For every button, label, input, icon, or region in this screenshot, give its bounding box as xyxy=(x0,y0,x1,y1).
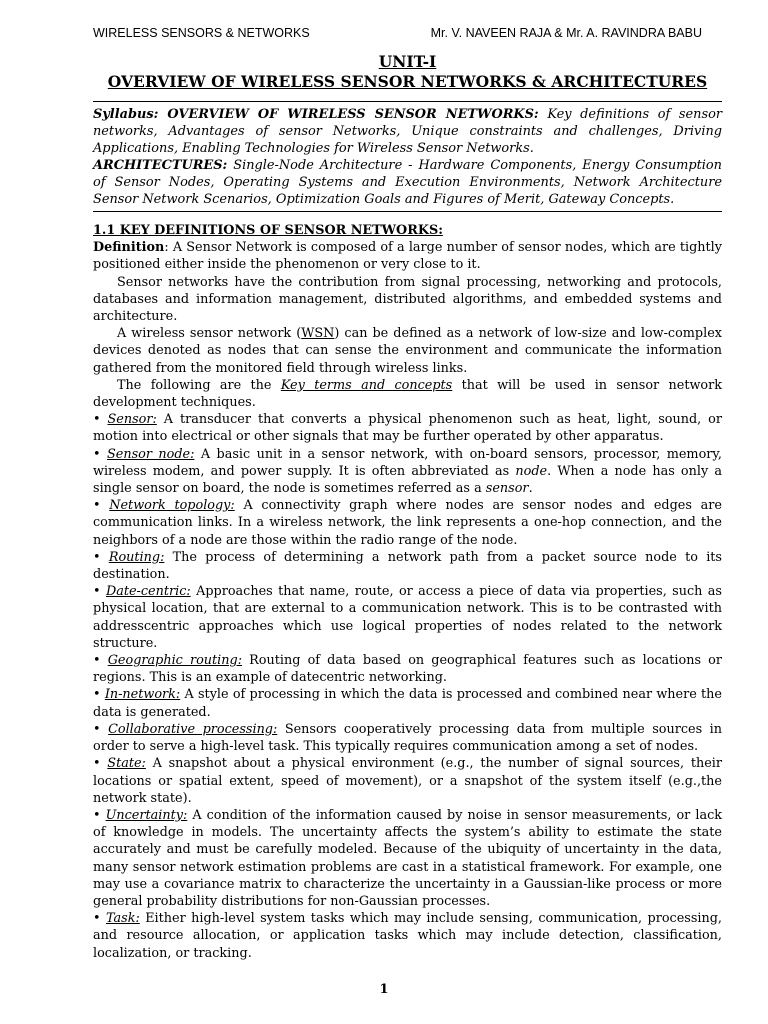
term-definition-end: . xyxy=(528,481,533,497)
term-list xyxy=(93,411,722,962)
syllabus-label: Syllabus: OVERVIEW OF WIRELESS SENSOR NETWORKS: xyxy=(93,107,539,122)
term-definition: Routing of data based on geographical features such as locations or regions. This is an example of datecentric networking. xyxy=(93,653,722,686)
bullet-icon: • xyxy=(93,687,105,703)
bullet-icon: • xyxy=(93,549,109,565)
term-definition: A condition of the information caused by noise in sensor measurements, or lack of knowledge in models. The uncertainty affects the system’s ability to estimate the state accurately and must be carefully modeled. Because of the ubiquity of uncertainty in the data, many sensor network estimation problems are cast in a statistical framework. For example, one may use a covariance matrix to characterize the uncertainty in a Gaussian-like process or more general probability distributions for non-Gaussian processes. xyxy=(93,807,722,909)
term-item xyxy=(93,721,722,755)
key-terms-phrase: Key terms and concepts xyxy=(280,377,453,393)
term-item xyxy=(93,583,722,652)
body-text xyxy=(93,222,722,962)
term-italic: sensor xyxy=(485,481,529,497)
authors: Mr. V. NAVEEN RAJA & Mr. A. RAVINDRA BABU xyxy=(430,26,702,40)
bullet-icon: • xyxy=(93,911,106,927)
term-name: Sensor: xyxy=(107,412,157,428)
unit-label: UNIT-I xyxy=(378,52,437,71)
unit-title xyxy=(93,52,722,92)
bullet-icon: • xyxy=(93,756,108,772)
term-name: Uncertainty: xyxy=(105,807,188,823)
paragraph-key-terms: The following are the Key terms and concepts that will be used in sensor network development techniques. xyxy=(93,377,722,411)
term-definition: A snapshot about a physical environment (e.g., the number of signal sources, their locations or spatial extent, speed of movement), or a snapshot of the system itself (e.g.,the network state). xyxy=(93,756,722,806)
paragraph-wsn: A wireless sensor network (WSN) can be defined as a network of low-size and low-complex devices denoted as nodes that can sense the environment and communicate the information gathered from the monitored field through wireless links. xyxy=(93,326,722,376)
term-item xyxy=(93,446,722,498)
term-item xyxy=(93,497,722,549)
wsn-abbrev: WSN xyxy=(301,326,335,342)
chapter-title: OVERVIEW OF WIRELESS SENSOR NETWORKS & ARCHITECTURES xyxy=(107,72,708,91)
syllabus-text-1: Key definitions of sensor networks, Advantages of sensor Networks, Unique constraints and challenges, Driving Applications, Enabling Technologies for Wireless Sensor Networks. xyxy=(93,107,722,156)
term-item xyxy=(93,755,722,807)
term-name: Task: xyxy=(105,911,140,927)
bullet-icon: • xyxy=(93,807,106,823)
bullet-icon: • xyxy=(93,584,106,600)
paragraph-contributions: Sensor networks have the contribution from signal processing, networking and protocols, databases and information management, distributed algorithms, and embedded systems and architecture. xyxy=(93,274,722,325)
term-item xyxy=(93,652,722,686)
term-definition: A basic unit in a sensor network, with on-board sensors, processor, memory, wireless modem, and power supply. It is often abbreviated as xyxy=(93,446,722,479)
term-item xyxy=(93,910,722,962)
term-item xyxy=(93,549,722,583)
bullet-icon: • xyxy=(93,498,110,514)
course-title: WIRELESS SENSORS & NETWORKS xyxy=(93,26,310,40)
term-definition-cont: . When a node has only a single sensor on board, the node is sometimes referred as a xyxy=(93,463,722,497)
architectures-label: ARCHITECTURES: xyxy=(93,158,228,173)
term-name: Sensor node: xyxy=(106,446,195,462)
term-item xyxy=(93,411,722,445)
bullet-icon: • xyxy=(93,653,108,669)
definition-text: : A Sensor Network is composed of a large number of sensor nodes, which are tightly positioned either inside the phenomenon or very close to it. xyxy=(93,240,722,273)
term-item xyxy=(93,686,722,720)
term-name: Network topology: xyxy=(109,498,235,514)
term-definition: Either high-level system tasks which may include sensing, communication, processing, and resource allocation, or application tasks which may include detection, classification, localization, or tracking. xyxy=(93,911,722,961)
term-definition: A connectivity graph where nodes are sensor nodes and edges are communication links. In a wireless network, the link represents a one-hop connection, and the neighbors of a node are those within the radio range of the node. xyxy=(93,498,722,548)
term-name: In-network: xyxy=(104,687,181,703)
running-header xyxy=(93,26,702,40)
term-name: Routing: xyxy=(108,549,165,565)
term-definition: The process of determining a network path from a packet source node to its destination. xyxy=(93,549,722,583)
term-italic: node xyxy=(515,463,548,479)
term-definition: Approaches that name, route, or access a piece of data via properties, such as physical location, that are external to a communication network. This is to be contrasted with addresscentric approaches which use logical properties of nodes related to the network structure. xyxy=(93,584,722,651)
term-name: Date-centric: xyxy=(105,584,191,600)
bullet-icon: • xyxy=(93,446,107,462)
bullet-icon: • xyxy=(93,412,108,428)
term-item xyxy=(93,807,722,910)
section-heading: 1.1 KEY DEFINITIONS OF SENSOR NETWORKS: xyxy=(93,223,443,238)
term-definition: A transducer that converts a physical phenomenon such as heat, light, sound, or motion into electrical or other signals that may be further operated by other apparatus. xyxy=(93,412,723,445)
term-name: Geographic routing: xyxy=(107,653,243,669)
term-definition: A style of processing in which the data is processed and combined near where the data is generated. xyxy=(93,687,722,720)
term-definition: Sensors cooperatively processing data from multiple sources in order to serve a high-level task. This typically requires communication among a set of nodes. xyxy=(93,721,723,755)
term-name: Collaborative processing: xyxy=(108,721,278,737)
page-number: 1 xyxy=(379,982,389,997)
bullet-icon: • xyxy=(93,721,109,737)
syllabus-text-2: Single-Node Architecture - Hardware Components, Energy Consumption of Sensor Nodes, Operating Systems and Execution Environments, Network Architecture Sensor Network Scenarios, Optimization Goals and Figures of Merit, Gateway Concepts. xyxy=(93,158,722,207)
definition-label: Definition xyxy=(93,240,165,256)
syllabus-box xyxy=(93,101,722,212)
term-name: State: xyxy=(107,756,146,772)
